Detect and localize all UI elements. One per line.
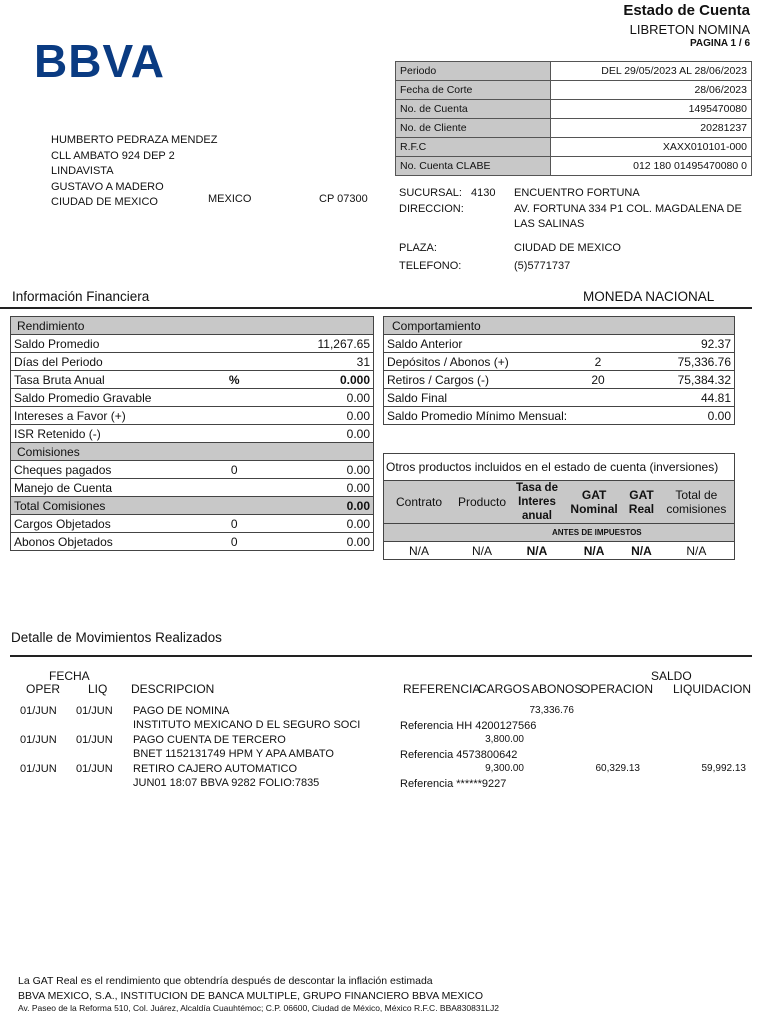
col-oper: OPER (26, 682, 61, 696)
mov-ref: Referencia HH 4200127566 (400, 720, 537, 732)
otros-value: N/A (384, 542, 455, 560)
info-value: 012 180 01495470080 0 (551, 157, 752, 176)
table-row (11, 425, 374, 443)
col-cargos: CARGOS (478, 682, 531, 696)
currency-label: MONEDA NACIONAL (583, 289, 715, 304)
table-row (11, 515, 374, 533)
row-value: 0.00 (251, 497, 373, 515)
table-row (11, 335, 374, 353)
mov-desc2: INSTITUTO MEXICANO D EL SEGURO SOCI (133, 719, 361, 731)
row-label: Intereses a Favor (+) (11, 407, 218, 425)
info-label: No. de Cuenta (396, 100, 551, 119)
row-label: Depósitos / Abonos (+) (384, 353, 561, 371)
mov-desc: PAGO DE NOMINA (133, 705, 230, 717)
row-value: 0.00 (251, 425, 373, 443)
rendimiento-header: Rendimiento (11, 317, 374, 335)
info-value: 1495470080 (551, 100, 752, 119)
row-mid: 2 (560, 353, 636, 371)
rendimiento-table (10, 316, 374, 551)
mov-liq: 01/JUN (76, 734, 113, 746)
comportamiento-table (383, 316, 735, 425)
table-row (11, 533, 374, 551)
table-row (384, 407, 735, 425)
col-descripcion: DESCRIPCION (131, 682, 215, 696)
row-mid (217, 335, 251, 353)
row-label: Tasa Bruta Anual (11, 371, 218, 389)
table-row (11, 479, 374, 497)
otros-productos-table (383, 453, 735, 560)
row-label: Días del Periodo (11, 353, 218, 371)
row-mid (217, 479, 251, 497)
row-mid (217, 353, 251, 371)
row-mid (217, 389, 251, 407)
row-label: Saldo Promedio Gravable (11, 389, 218, 407)
row-mid (560, 335, 636, 353)
row-value: 0.000 (251, 371, 373, 389)
row-mid: 0 (217, 461, 251, 479)
mov-oper: 01/JUN (20, 763, 57, 775)
mov-oper: 01/JUN (20, 705, 57, 717)
col-referencia: REFERENCIA (403, 682, 481, 696)
row-mid (217, 407, 251, 425)
col-producto: Producto (454, 481, 510, 524)
table-row (11, 407, 374, 425)
mov-saldo-liquidacion: 59,992.13 (701, 763, 746, 774)
col-total-comisiones: Total de comisiones (659, 481, 735, 524)
col-saldo: SALDO (651, 669, 692, 683)
otros-title: Otros productos incluidos en el estado de cuenta (inversiones) (384, 454, 735, 481)
row-value: 44.81 (636, 389, 735, 407)
mov-desc: PAGO CUENTA DE TERCERO (133, 734, 286, 746)
row-label: Manejo de Cuenta (11, 479, 218, 497)
account-type: LIBRETON NOMINA (629, 22, 750, 37)
table-row (384, 371, 735, 389)
row-value: 0.00 (251, 407, 373, 425)
table-row (384, 542, 735, 560)
info-row (396, 119, 752, 138)
mov-cargo: 9,300.00 (485, 763, 524, 774)
bbva-logo: BBVA (34, 35, 165, 87)
sucursal-name: ENCUENTRO FORTUNA (514, 187, 640, 199)
row-value: 92.37 (636, 335, 735, 353)
info-value: 20281237 (551, 119, 752, 138)
info-row (396, 81, 752, 100)
info-row (396, 138, 752, 157)
mov-oper: 01/JUN (20, 734, 57, 746)
info-label: No. Cuenta CLABE (396, 157, 551, 176)
row-label: Saldo Final (384, 389, 561, 407)
col-gat-real: GAT Real (624, 481, 658, 524)
customer-municipality: GUSTAVO A MADERO (51, 180, 164, 193)
plaza-value: CIUDAD DE MEXICO (514, 241, 621, 254)
col-contrato: Contrato (384, 481, 455, 524)
mov-desc2: BNET 1152131749 HPM Y APA AMBATO (133, 748, 334, 760)
sucursal-number: 4130 (471, 187, 496, 199)
col-fecha: FECHA (49, 669, 90, 683)
direccion-line2: LAS SALINAS (514, 218, 585, 230)
col-liquidacion: LIQUIDACION (673, 682, 752, 696)
mov-abono: 73,336.76 (529, 705, 574, 716)
info-label: Periodo (396, 62, 551, 81)
otros-value: N/A (564, 542, 624, 560)
row-label: Total Comisiones (11, 497, 218, 515)
row-mid: 0 (217, 515, 251, 533)
info-row (396, 100, 752, 119)
col-gat-nominal: GAT Nominal (564, 481, 624, 524)
row-mid: % (217, 371, 251, 389)
row-value: 75,336.76 (636, 353, 735, 371)
table-row (11, 389, 374, 407)
row-label: Retiros / Cargos (-) (384, 371, 561, 389)
table-row (384, 353, 735, 371)
financial-info-title: Información Financiera (12, 289, 150, 304)
info-value: DEL 29/05/2023 AL 28/06/2023 (551, 62, 752, 81)
total-comisiones-row (11, 497, 374, 515)
info-row (396, 157, 752, 176)
row-mid (560, 389, 636, 407)
row-value: 75,384.32 (636, 371, 735, 389)
row-label: Saldo Promedio Mínimo Mensual: (384, 407, 637, 425)
customer-address (51, 133, 217, 211)
antes-impuestos-label: ANTES DE IMPUESTOS (510, 524, 735, 542)
mov-ref: Referencia 4573800642 (400, 749, 518, 761)
col-tasa: Tasa de Interes anual (510, 481, 564, 524)
financial-divider (0, 307, 752, 309)
mov-ref: Referencia ******9227 (400, 778, 507, 790)
mov-liq: 01/JUN (76, 705, 113, 717)
row-value: 0.00 (251, 533, 373, 551)
sucursal-label: SUCURSAL: (399, 187, 462, 199)
comisiones-header: Comisiones (11, 443, 374, 461)
row-value: 31 (251, 353, 373, 371)
row-label: Cargos Objetados (11, 515, 218, 533)
row-mid (217, 425, 251, 443)
row-label: Saldo Promedio (11, 335, 218, 353)
table-row (11, 371, 374, 389)
telefono-value: (5)5771737 (514, 260, 571, 272)
info-row (396, 62, 752, 81)
row-label: Saldo Anterior (384, 335, 561, 353)
company-address: Av. Paseo de la Reforma 510, Col. Juárez, Alcaldía Cuauhtémoc; C.P. 06600, Ciudad de México, México R.F.C. BBA830831LJ2 (18, 1003, 499, 1013)
company-name: BBVA MEXICO, S.A., INSTITUCION DE BANCA MULTIPLE, GRUPO FINANCIERO BBVA MEXICO (18, 990, 484, 1002)
otros-value: N/A (624, 542, 658, 560)
row-value: 0.00 (251, 389, 373, 407)
row-mid: 0 (217, 533, 251, 551)
branch-info (399, 186, 742, 275)
mov-desc2: JUN01 18:07 BBVA 9282 FOLIO:7835 (133, 777, 320, 789)
table-row (384, 389, 735, 407)
info-label: Fecha de Corte (396, 81, 551, 100)
comportamiento-header: Comportamiento (384, 317, 735, 335)
mov-desc: RETIRO CAJERO AUTOMATICO (133, 763, 297, 775)
direccion-label: DIRECCION: (399, 202, 464, 215)
col-operacion: OPERACION (581, 682, 654, 696)
row-value: 0.00 (251, 479, 373, 497)
row-label: ISR Retenido (-) (11, 425, 218, 443)
info-label: No. de Cliente (396, 119, 551, 138)
movements-title: Detalle de Movimientos Realizados (11, 630, 222, 645)
info-value: XAXX010101-000 (551, 138, 752, 157)
row-label: Cheques pagados (11, 461, 218, 479)
mov-saldo-operacion: 60,329.13 (595, 763, 640, 774)
customer-name: HUMBERTO PEDRAZA MENDEZ (51, 134, 218, 146)
row-mid (217, 497, 251, 515)
gat-note: La GAT Real es el rendimiento que obtendría después de descontar la inflación estimada (18, 975, 433, 987)
row-value: 0.00 (636, 407, 735, 425)
info-value: 28/06/2023 (551, 81, 752, 100)
row-value: 0.00 (251, 515, 373, 533)
otros-value: N/A (659, 542, 735, 560)
otros-value: N/A (510, 542, 564, 560)
table-row (11, 353, 374, 371)
info-label: R.F.C (396, 138, 551, 157)
customer-street: CLL AMBATO 924 DEP 2 (51, 149, 175, 162)
mov-cargo: 3,800.00 (485, 734, 524, 745)
mov-liq: 01/JUN (76, 763, 113, 775)
plaza-label: PLAZA: (399, 241, 437, 254)
col-abonos: ABONOS (531, 682, 583, 696)
table-row (11, 461, 374, 479)
direccion-line1: AV. FORTUNA 334 P1 COL. MAGDALENA DE (514, 202, 742, 215)
col-liq: LIQ (88, 682, 108, 696)
row-mid: 20 (560, 371, 636, 389)
customer-country: MEXICO (208, 193, 252, 205)
customer-city: CIUDAD DE MEXICO (51, 196, 158, 208)
page-number: PAGINA 1 / 6 (689, 38, 750, 49)
otros-value: N/A (454, 542, 510, 560)
account-info-table (395, 61, 752, 176)
row-value: 11,267.65 (251, 335, 373, 353)
telefono-label: TELEFONO: (399, 260, 462, 272)
customer-cp: CP 07300 (319, 193, 368, 205)
table-row (384, 335, 735, 353)
customer-colony: LINDAVISTA (51, 165, 114, 177)
row-label: Abonos Objetados (11, 533, 218, 551)
row-value: 0.00 (251, 461, 373, 479)
movements-divider (10, 655, 752, 657)
statement-title: Estado de Cuenta (623, 2, 750, 19)
